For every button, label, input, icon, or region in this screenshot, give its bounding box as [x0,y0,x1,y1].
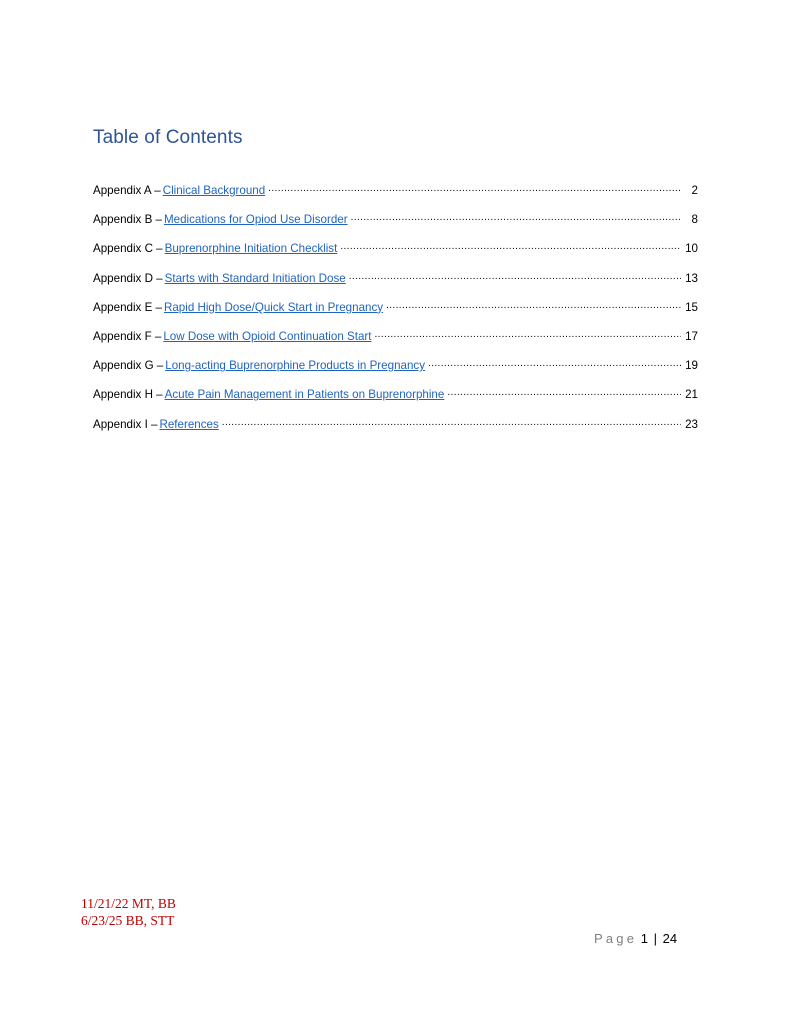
toc-entry-prefix: Appendix B – [93,213,162,227]
toc-page-number: 23 [685,417,698,431]
dot-leader [386,299,681,311]
dot-leader [428,357,681,369]
revision-note-1: 11/21/22 MT, BB [81,896,176,911]
toc-link-initiation-checklist[interactable]: Buprenorphine Initiation Checklist [164,242,338,256]
dot-leader [222,416,681,428]
toc-entry-appendix-i [93,416,698,445]
toc-entry-prefix: Appendix D – [93,271,163,285]
toc-link-rapid-high-dose[interactable]: Rapid High Dose/Quick Start in Pregnancy [163,300,384,314]
dot-leader [268,182,681,194]
dot-leader [349,270,681,282]
toc-link-long-acting[interactable]: Long-acting Buprenorphine Products in Pregnancy [165,359,426,373]
toc-page-number: 21 [685,388,698,402]
page-separator: | [653,931,658,946]
toc-entry-prefix: Appendix G – [93,359,164,373]
toc-page-number: 19 [685,359,698,373]
page-label: Page [594,931,638,946]
toc-entry-prefix: Appendix A – [93,184,161,197]
toc-list [93,182,698,445]
revision-notes [81,895,176,929]
toc-page-number: 15 [685,300,698,314]
toc-page-number: 13 [685,271,698,285]
toc-entry-prefix: Appendix H – [93,388,163,402]
toc-link-acute-pain[interactable]: Acute Pain Management in Patients on Buprenorphine [164,388,445,402]
toc-title: Table of Contents [93,127,243,148]
toc-link-medications[interactable]: Medications for Opiod Use Disorder [163,213,348,227]
toc-entry-appendix-c [93,240,698,269]
dot-leader [351,211,681,223]
toc-page-number: 2 [691,184,698,197]
toc-entry-prefix: Appendix F – [93,329,162,343]
toc-page-number: 10 [685,242,698,256]
toc-entry-prefix: Appendix C – [93,242,163,256]
toc-page-number: 8 [691,213,698,227]
revision-note-2: 6/23/25 BB, STT [81,913,175,928]
toc-link-standard-initiation[interactable]: Starts with Standard Initiation Dose [164,271,346,285]
dot-leader [340,240,681,252]
toc-entry-appendix-f [93,328,698,357]
dot-leader [447,386,681,398]
toc-link-references[interactable]: References [159,417,219,431]
toc-entry-prefix: Appendix I – [93,417,158,431]
toc-entry-prefix: Appendix E – [93,300,162,314]
dot-leader [374,328,681,340]
toc-page-number: 17 [685,329,698,343]
page-footer [594,931,677,946]
toc-entry-appendix-b [93,211,698,240]
toc-entry-appendix-e [93,299,698,328]
toc-link-clinical-background[interactable]: Clinical Background [162,184,266,197]
page-total: 24 [662,931,678,946]
toc-entry-appendix-g [93,357,698,386]
toc-entry-appendix-h [93,386,698,415]
page-current: 1 [640,931,649,946]
toc-entry-appendix-d [93,270,698,299]
toc-link-low-dose[interactable]: Low Dose with Opioid Continuation Start [163,329,372,343]
toc-entry-appendix-a [93,182,698,211]
